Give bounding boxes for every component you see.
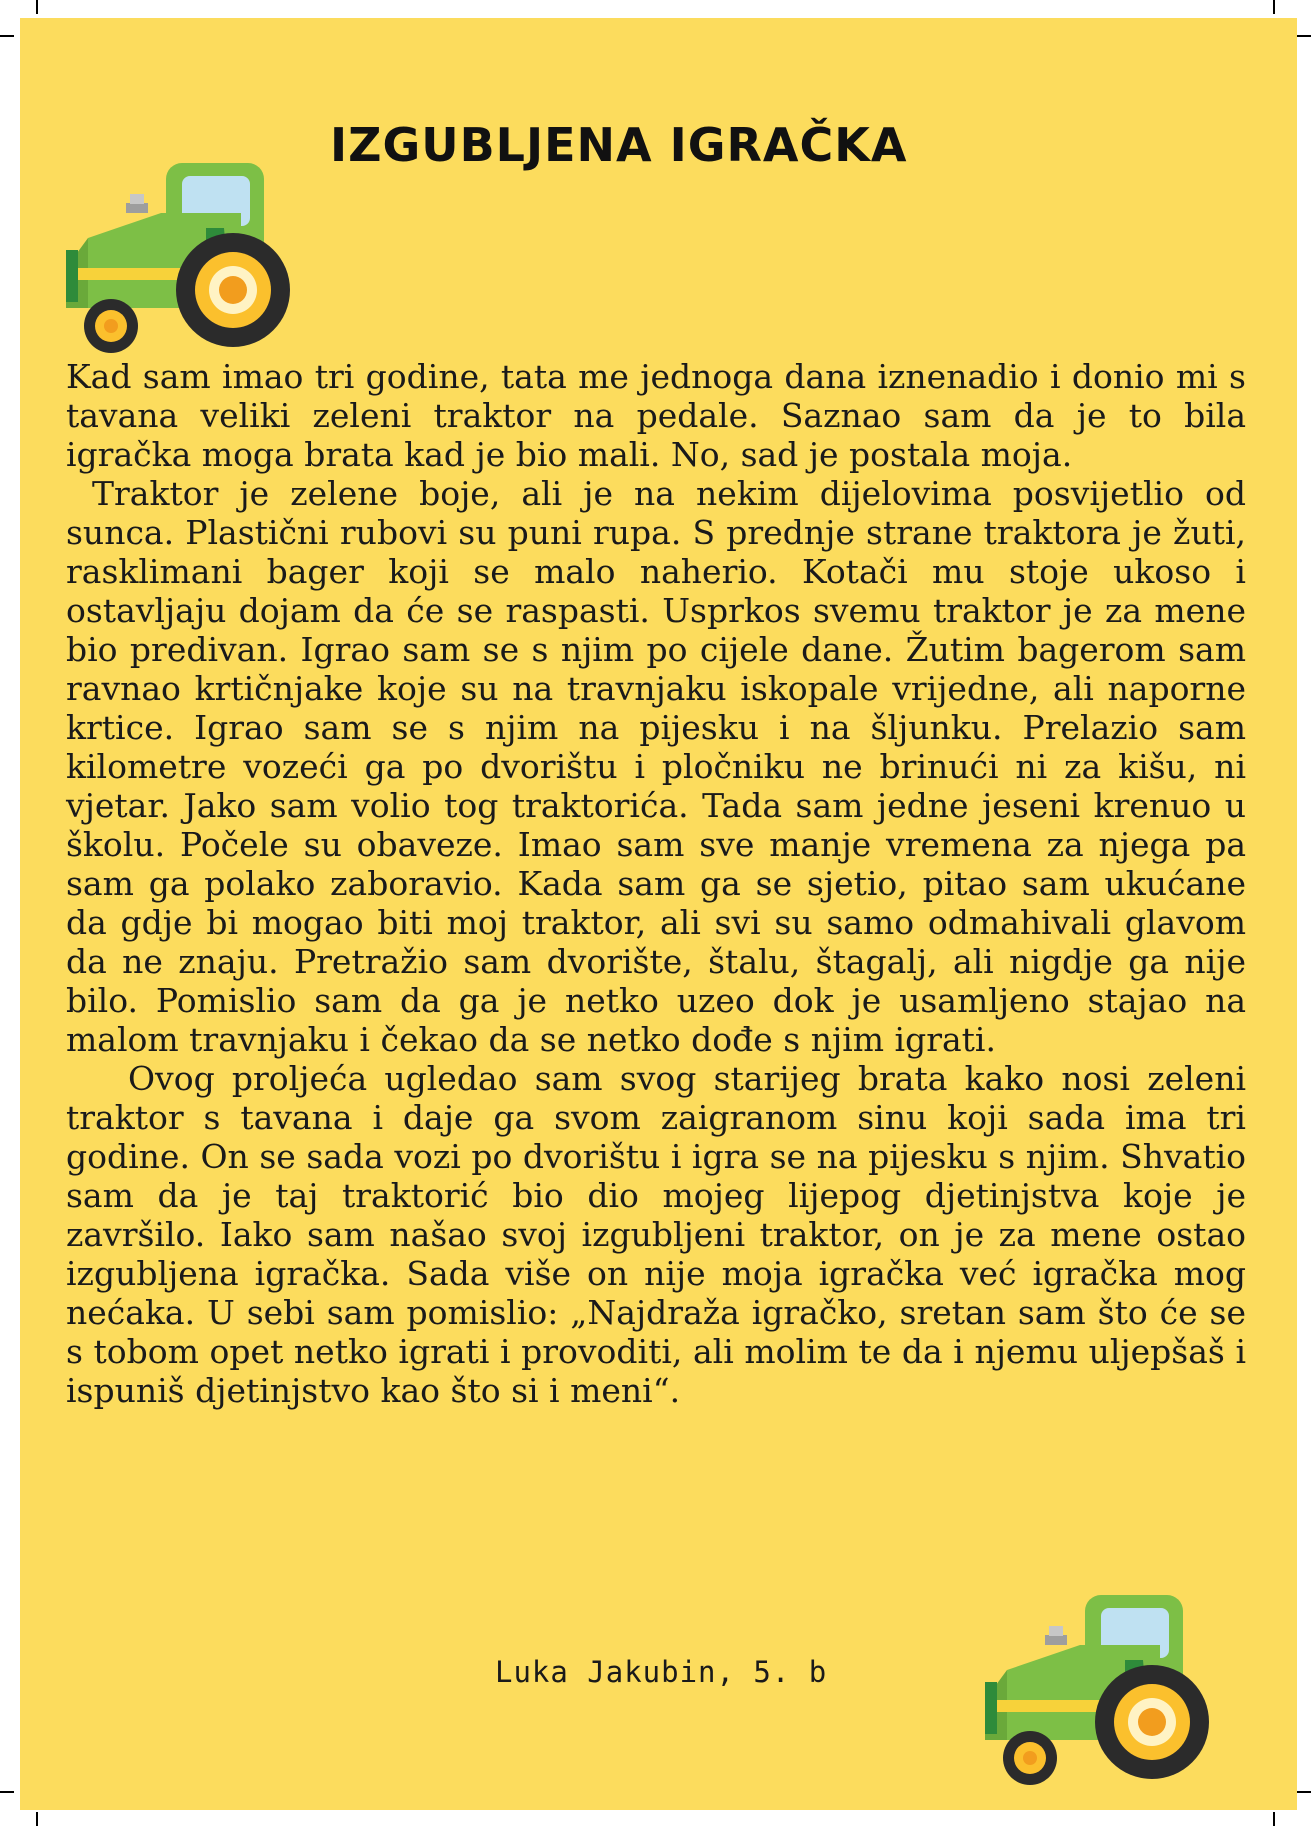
crop-mark [36,0,38,14]
story-paragraph: Traktor je zelene boje, ali je na nekim dijelovima posvijetlio od sunca. Plastični rubovi su puni rupa. S prednje strane traktora je žuti, rasklimani bager koji se malo naherio. Kotači mu stoje ukoso i ostavljaju dojam da će se raspasti. Usprkos svemu traktor je za mene bio predivan. Igrao sam se s njim po cijele dane. Žutim bagerom sam ravnao krtičnjake koje su na travnjaku iskopale vrijedne, ali naporne krtice. Igrao sam se s njim na pijesku i na šljunku. Prelazio sam kilometre vozeći ga po dvorištu i pločniku ne brinući ni za kišu, ni vjetar. Jako sam volio tog traktorića. Tada sam jedne jeseni krenuo u školu. Počele su obaveze. Imao sam sve manje vremena za njega pa sam ga polako zaboravio. Kada sam ga se sjetio, pitao sam ukućane da gdje bi mogao biti moj traktor, ali svi su samo odmahivali glavom da ne znaju. Pretražio sam dvorište, štalu, štagalj, ali nigdje ga nije bilo. Pomislio sam da ga je netko uzeo dok je usamljeno stajao na malom travnjaku i čekao da se netko dođe s njim igrati. [66,474,1246,1059]
tractor-icon [985,1590,1210,1785]
story-paragraph: Ovog proljeća ugledao sam svog starijeg brata kako nosi zeleni traktor s tavana i daje ga svom zaigranom sinu koji sada ima tri godine. On se sada vozi po dvorištu i igra se na pijesku s njim. Shvatio sam da je taj traktorić bio dio mojeg lijepog djetinjstva koje je završilo. Iako sam našao svoj izgubljeni traktor, on je za mene ostao izgubljena igračka. Sada više on nije moja igračka već igračka mog nećaka. U sebi sam pomislio: „Najdraža igračko, sretan sam što će se s tobom opet netko igrati i provoditi, ali molim te da i njemu uljepšaš i ispuniš djetinjstvo kao što si i meni“. [66,1059,1246,1410]
page-title: IZGUBLJENA IGRAČKA [330,118,908,172]
author-signature: Luka Jakubin, 5. b [495,1655,828,1689]
tractor-icon [66,158,291,353]
crop-mark [36,1812,38,1826]
crop-mark [0,1791,14,1793]
crop-mark [1297,1791,1311,1793]
crop-mark [0,35,14,37]
crop-mark [1297,35,1311,37]
story-paragraph: Kad sam imao tri godine, tata me jednoga dana iznenadio i donio mi s tavana veliki zeleni traktor na pedale. Saznao sam da je to bila igračka moga brata kad je bio mali. No, sad je postala moja. [66,357,1246,474]
crop-mark [1273,1812,1275,1826]
crop-mark [1273,0,1275,14]
story-body [66,357,1246,1410]
